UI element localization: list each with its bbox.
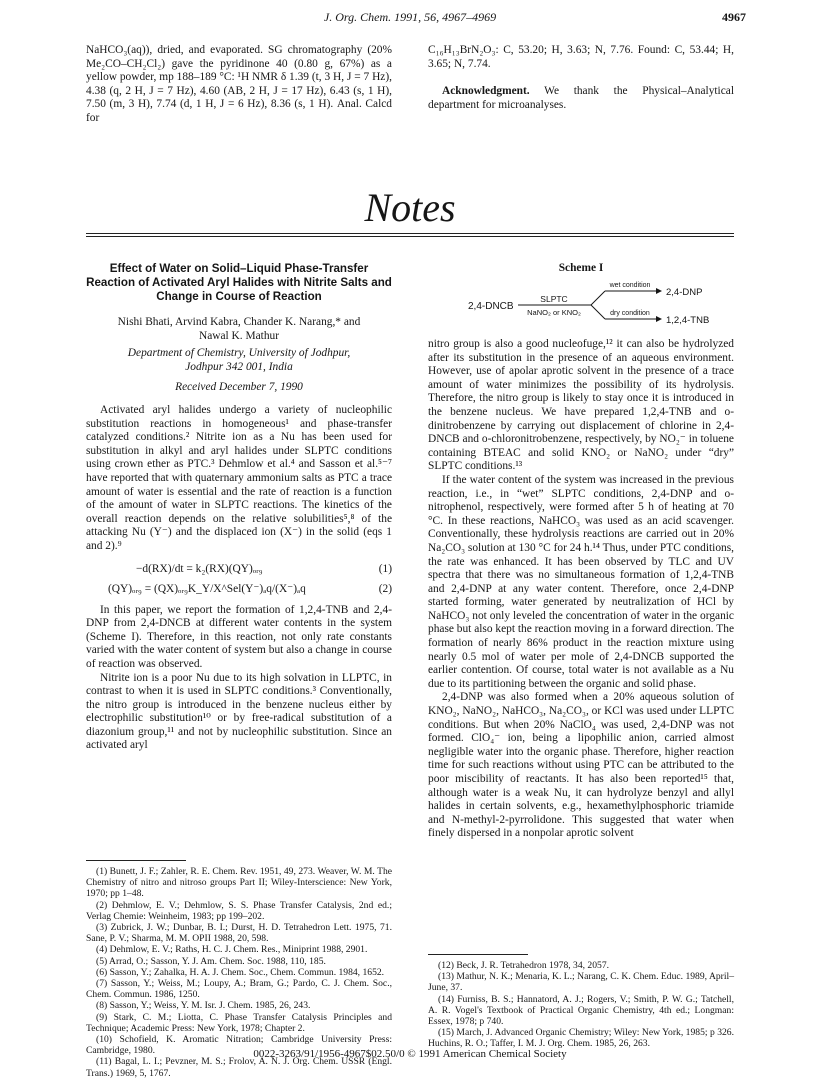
scheme-product-wet: 2,4-DNP bbox=[666, 287, 703, 298]
right-references bbox=[428, 960, 734, 1050]
copyright-footer: 0022-3263/91/1956-4967$02.50/0 © 1991 American Chemical Society bbox=[253, 1048, 567, 1060]
left-references bbox=[86, 866, 392, 1079]
reference-item: (1) Bunett, J. F.; Zahler, R. E. Chem. Rev. 1951, 49, 273. Weaver, W. M. The Chemistry of nitro and nitroso groups Part II; Wiley-Interscience: New York, 1970; pp 1–48. bbox=[86, 866, 392, 900]
footnote-rule-left bbox=[86, 860, 186, 861]
equation-2-text: (QY)ₒᵣ₉ = (QX)ₒᵣ₉K_Y/X^Sel(Y⁻)ₐq/(X⁻)ₐq bbox=[108, 582, 306, 595]
scheme-wet-label: wet condition bbox=[609, 282, 651, 289]
scheme-title: Scheme I bbox=[558, 262, 604, 274]
scheme-branch-down bbox=[591, 305, 605, 319]
reference-item: (7) Sasson, Y.; Weiss, M.; Loupy, A.; Bram, G.; Pardo, C. J. Chem. Soc., Chem. Commun. 1986, 1250. bbox=[86, 978, 392, 1001]
section-title: Notes bbox=[364, 185, 456, 230]
acknowledgment-text: We thank the Physical–Analytical department for microanalyses. bbox=[428, 85, 734, 111]
left-column-body bbox=[86, 404, 392, 753]
article-authors bbox=[86, 316, 392, 343]
reference-item: (13) Mathur, N. K.; Menaria, K. L.; Narang, C. K. Chem. Educ. 1989, April–June, 37. bbox=[428, 971, 734, 994]
authors-line-1: Nishi Bhati, Arvind Kabra, Chander K. Narang,* and bbox=[117, 316, 361, 328]
scheme-product-dry: 1,2,4-TNB bbox=[666, 315, 710, 326]
equation-1-number: (1) bbox=[378, 562, 392, 575]
received-date: Received December 7, 1990 bbox=[175, 381, 303, 393]
reference-item: (8) Sasson, Y.; Weiss, Y. M. Isr. J. Chem. 1985, 26, 243. bbox=[96, 1000, 311, 1012]
authors-line-2: Nawal K. Mathur bbox=[198, 329, 280, 342]
affiliation-line-1: Department of Chemistry, University of Jodhpur, bbox=[127, 347, 351, 359]
reference-item: (4) Dehmlow, E. V.; Raths, H. C. J. Chem. Res., Miniprint 1988, 2901. bbox=[96, 944, 368, 956]
scheme-catalyst: SLPTC bbox=[540, 294, 568, 304]
experimental-text: NaHCO₃(aq)), dried, and evaporated. SG chromatography (20% Me₂CO–CH₂Cl₂) gave the pyridinone 40 (0.80 g, 67%) as a yellow powder, mp 188–189 °C: ¹H NMR δ 1.39 (t, 3 H, J = 7 Hz), 4.38 (q, 2 H, J = 7 Hz), 4.60 (AB, 2 H, J = 17 Hz), 6.43 (s, 1 H), 7.50 (m, 3 H), 7.74 (d, 1 H, J = 6 Hz), 8.36 (s, 1 H). Anal. Calcd for bbox=[86, 44, 392, 124]
scheme-dry-label: dry condition bbox=[610, 310, 650, 317]
paragraph-llptc: 2,4-DNP was also formed when a 20% aqueous solution of KNO₂, NaNO₂, NaHCO₃, Na₂CO₃, or KCl was used under LLPTC conditions. But when 20% NaClO₄ was used, 2,4-DNP was not formed. ClO₄⁻ ion, being a lipophilic anion, carried almost negligible water into the organic phase. Therefore, higher reaction time for such reactions without using PTC can be attributed to the poor miscibility of reactants. It has also been reported¹⁵ that, although water is a weak Nu, it can hydrolyze benzyl and allyl halides in certain solvents, e.g., hexamethylphosphoric triamide and N-methyl-2-pyrrolidone. This suggested that water when finely dispersed in a nonpolar aprotic solvent bbox=[428, 691, 734, 840]
paragraph-nitrite: Nitrite ion is a poor Nu due to its high solvation in LLPTC, in contrast to when it is used in SLPTC conditions.³ Conventionally, the nitro group is introduced in the benzene nucleus either by electrophilic substitution¹⁰ or by free-radical substitution of a diazonium group,¹¹ and not by nucleophilic substitution. Since an activated aryl bbox=[86, 671, 392, 752]
journal-citation: J. Org. Chem. 1991, 56, 4967–4969 bbox=[323, 10, 497, 24]
section-rule-top bbox=[86, 233, 734, 234]
scheme-reactant: 2,4-DNCB bbox=[468, 301, 514, 312]
reference-item: (5) Arrad, O.; Sasson, Y. J. Am. Chem. Soc. 1988, 110, 185. bbox=[96, 955, 326, 967]
equation-1 bbox=[86, 562, 392, 576]
reference-item: (3) Zubrick, J. W.; Dunbar, B. I.; Durst, H. D. Tetrahedron Lett. 1975, 71. Sane, P. V.; Sharma, M. M. OPII 1988, 20, 598. bbox=[86, 922, 392, 945]
paragraph-intro: Activated aryl halides undergo a variety of nucleophilic substitution reactions in homogeneous¹ and phase-transfer catalyzed conditions.² Nitrite ion as a Nu has been used for substitution in alkyl and aryl halides under SLPTC conditions using crown ether as PTC.³ Dehmlow et al.⁴ and Sasson et al.⁵⁻⁷ have reported that with quaternary ammonium salts as PTC a trace amount of water is essential and the rate of reaction is a function of the amount of water in SLPTC reactions. The kinetics of the overall reaction depends on the relative solubilities⁵,⁸ of the attacking Nu (Y⁻) and the displaced ion (X⁻) in the solid (eqs 1 and 2).⁹ bbox=[86, 404, 392, 552]
affiliation-line-2: Jodhpur 342 001, India bbox=[185, 360, 293, 373]
reference-item: (12) Beck, J. R. Tetrahedron 1978, 34, 2057. bbox=[438, 960, 610, 971]
affiliation bbox=[86, 347, 392, 374]
page-number: 4967 bbox=[722, 10, 746, 24]
running-header bbox=[0, 10, 820, 26]
reference-item: (2) Dehmlow, E. V.; Dehmlow, S. S. Phase Transfer Catalysis, 2nd ed.; Verlag Chemie: Weinheim, 1983; pp 199–202. bbox=[86, 899, 392, 922]
article-title: Effect of Water on Solid–Liquid Phase-Transfer Reaction of Activated Aryl Halides with Nitrite Salts and Change in Course of Reaction bbox=[86, 262, 392, 303]
footnote-rule-right bbox=[428, 954, 528, 955]
scheme-branch-up bbox=[591, 291, 605, 305]
equation-2-number: (2) bbox=[378, 582, 392, 595]
paragraph-wet-conditions: If the water content of the system was increased in the previous reaction, i.e., in “wet” SLPTC conditions, 2,4-DNP and o-nitrophenol, respectively, were formed after 5 h of heating at 70 °C. In these reactions, NaHCO₃ was used as an acid scavenger. Conventionally, these hydrolysis reactions are carried out in 20% Na₂CO₃ solution at 130 °C for 24 h.¹⁴ Thus, under PTC conditions, the rate was enhanced. It has been observed by TLC and UV spectra that there was no simultaneous formation of 1,2,4-TNB and 2,4-DNP at any water content. Therefore, once 2,4-DNP started forming, water generated by neutralization of HCl by NaHCO₃ not only leveled the concentration of water in the organic phase but also kept the reaction moving in a forward direction. The formation of nearly 86% product in the reaction mixture using nearly 0.5 mol of water per mole of 2,4-DNCB supported the earlier contention. Of course, total water is not available as a Nu due to its partitioning between the organic and solid phase. bbox=[428, 473, 734, 690]
scheme-dry-arrowhead bbox=[656, 316, 662, 322]
reference-item: (15) March, J. Advanced Organic Chemistry; Wiley: New York, 1985; p 326. Huchins, R. O.; Taffer, I. M. J. Org. Chem. 1985, 26, 263. bbox=[428, 1027, 734, 1050]
acknowledgment-label: Acknowledgment. bbox=[442, 85, 530, 98]
acknowledgment bbox=[428, 85, 734, 112]
reference-item: (6) Sasson, Y.; Zahalka, H. A. J. Chem. Soc., Chem. Commun. 1984, 1652. bbox=[96, 966, 385, 978]
elemental-analysis: C₁₆H₁₃BrN₂O₃: C, 53.20; H, 3.63; N, 7.76. Found: C, 53.44; H, 3.65; N, 7.74. bbox=[428, 44, 734, 70]
scheme-reagent: NaNO₂ or KNO₂ bbox=[527, 308, 581, 317]
paragraph-nucleofuge: nitro group is also a good nucleofuge,¹² it can also be hydrolyzed after its substitution in the presence of an aqueous environment. However, use of apolar aprotic solvent in the presence of a trace amount of water minimizes the possibility of its hydrolysis. Therefore, the nitro group is likely to stay once it is introduced in the benzene nucleus. We have prepared 1,2,4-TNB and o-dinitrobenzene by carrying out displacement of chlorine in 2,4-DNCB and o-chloronitrobenzene, respectively, by NO₂⁻ in toluene containing BTEAC and solid KNO₂ or NaNO₂ under “dry” SLPTC conditions.¹³ bbox=[428, 338, 734, 473]
reference-item: (10) Schofield, K. Aromatic Nitration; Cambridge University Press: Cambridge, 1980. bbox=[86, 1034, 392, 1057]
right-column-body bbox=[428, 338, 734, 841]
equation-1-text: −d(RX)/dt = k₂(RX)(QY)ₒᵣ₉ bbox=[136, 562, 263, 575]
scheme-diagram bbox=[428, 276, 734, 334]
previous-article-tail-right bbox=[428, 44, 734, 112]
paragraph-report: In this paper, we report the formation of 1,2,4-TNB and 2,4-DNP from 2,4-DNCB at different water contents in the system (Scheme I). Therefore, in this reaction, not only rate constants varied with the water content of system but also a change in course of reaction was observed. bbox=[86, 603, 392, 670]
equation-2 bbox=[86, 582, 392, 596]
reference-item: (11) Bagal, L. I.; Pevzner, M. S.; Frolov, A. N. J. Org. Chem. USSR (Engl. Trans.) 1969, 5, 1767. bbox=[86, 1056, 392, 1079]
reference-item: (9) Stark, C. M.; Liotta, C. Phase Transfer Catalysis Principles and Technique; Academic Press: New York, 1978; Chapter 2. bbox=[86, 1011, 392, 1034]
previous-article-tail bbox=[86, 44, 392, 126]
scheme-wet-arrowhead bbox=[656, 288, 662, 294]
reference-item: (14) Furniss, B. S.; Hannatord, A. J.; Rogers, V.; Smith, P. W. G.; Tatchell, A. R. Vogel's Textbook of Practical Organic Chemistry, 4th ed.; Longman: Essex, 1978; p 740. bbox=[428, 993, 734, 1028]
section-rule-bottom bbox=[86, 236, 734, 237]
